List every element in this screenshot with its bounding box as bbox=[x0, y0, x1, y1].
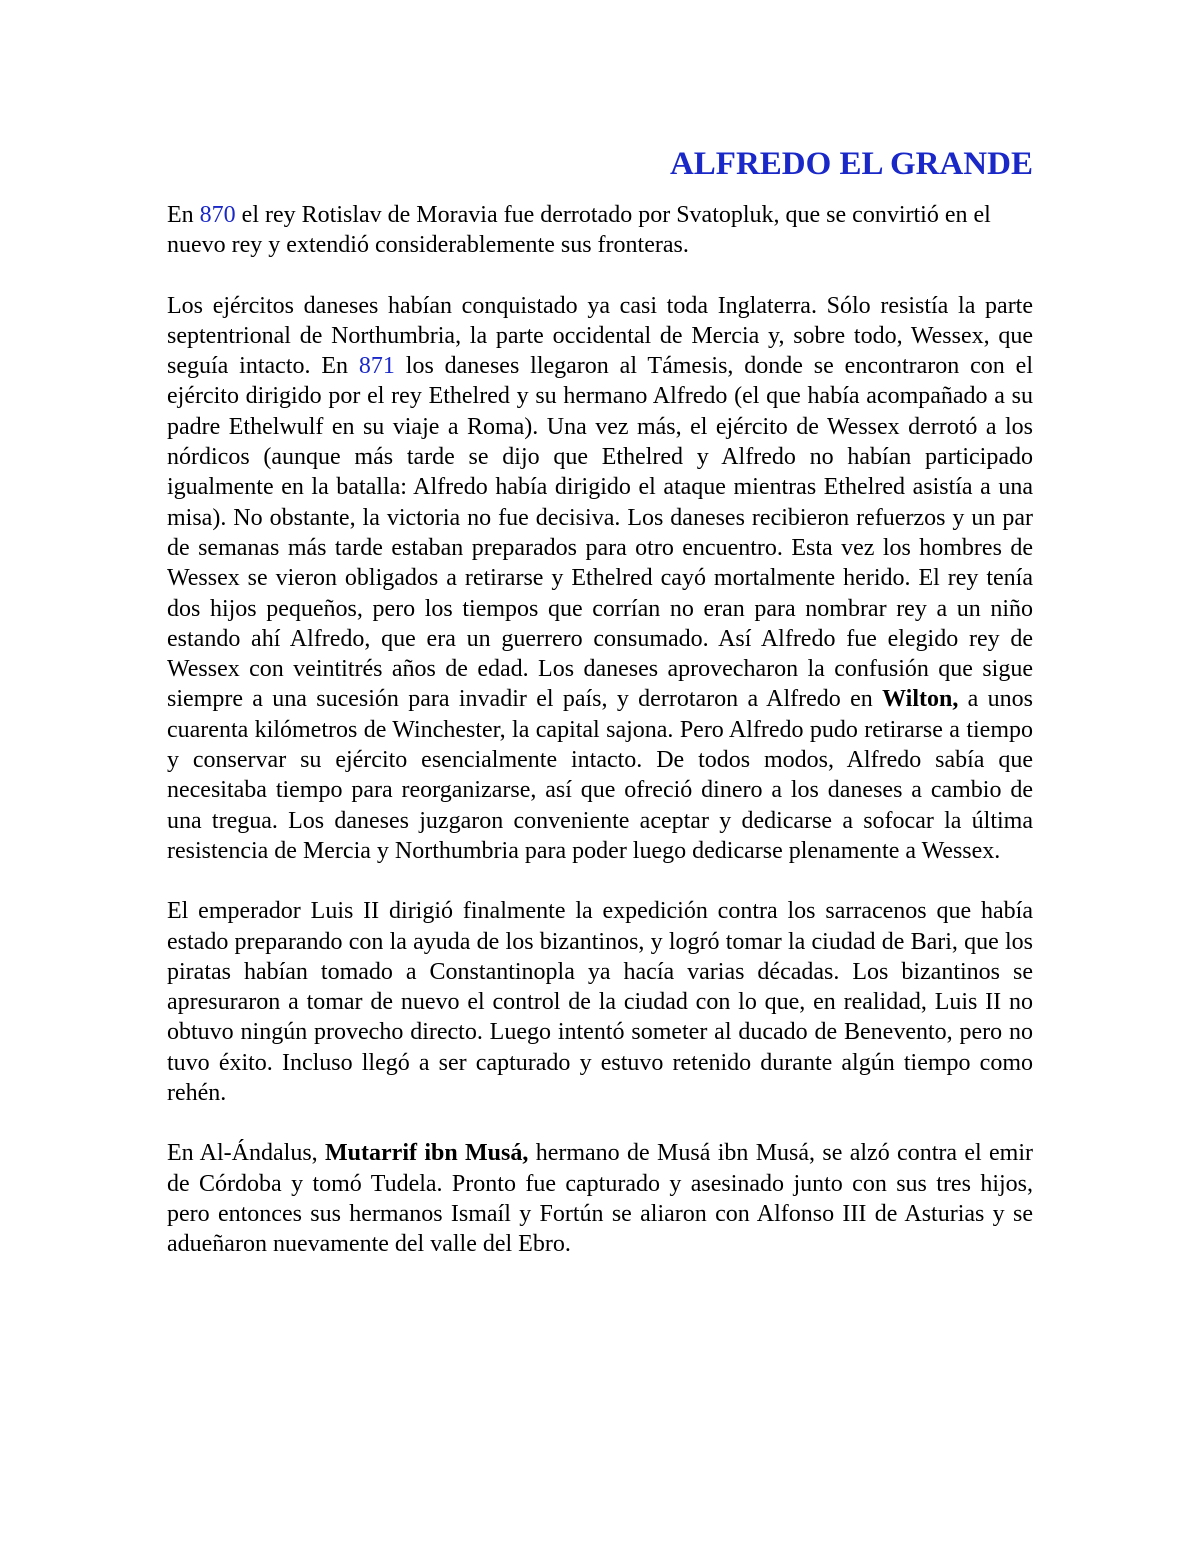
paragraph-870 bbox=[167, 200, 1033, 261]
paragraph-al-andalus bbox=[167, 1138, 1033, 1259]
paragraph-text: el rey Rotislav de Moravia fue derrotado por Svatopluk, que se convirtió en el nuevo rey y extendió considerablemente sus fronteras. bbox=[167, 202, 991, 259]
paragraph-text: En bbox=[167, 202, 200, 228]
year-link-871[interactable]: 871 bbox=[358, 353, 395, 380]
paragraph-text: Los ejércitos daneses habían conquistado ya casi toda Inglaterra. Sólo resistía la parte septentrional de Northumbria, la parte occidental de Mercia y, sobre todo, Wessex, que seguía intacto. En bbox=[167, 292, 1033, 380]
page-title: ALFREDO EL GRANDE bbox=[669, 146, 1033, 182]
paragraph-text: los daneses llegaron al Támesis, donde se encontraron con el ejército dirigido por el rey Ethelred y su hermano Alfredo (el que había acompañado a su padre Ethelwulf en su viaje a Roma). Una vez más, el ejército de Wessex derrotó a los nórdicos (aunque más tarde se dijo que Ethelred y Alfredo no habían participado igualmente en la batalla: Alfredo había dirigido el ataque mientras Ethelred asistía a una misa). No obstante, la victoria no fue decisiva. Los daneses recibieron refuerzos y un par de semanas más tarde estaban preparados para otro encuentro. Esta vez los hombres de Wessex se vieron obligados a retirarse y Ethelred cayó mortalmente herido. El rey tenía dos hijos pequeños, pero los tiempos que corrían no eran para nombrar rey a un niño estando ahí Alfredo, que era un guerrero consumado. Así Alfredo fue elegido rey de Wessex con veintitrés años de edad. Los daneses aprovecharon la confusión que sigue siempre a una sucesión para invadir el país, y derrotaron a Alfredo en bbox=[167, 353, 1034, 713]
paragraph-text: a unos cuarenta kilómetros de Winchester, la capital sajona. Pero Alfredo pudo retirarse a tiempo y conservar su ejército esencialmente intacto. De todos modos, Alfredo sabía que necesitaba tiempo para reorganizarse, así que ofreció dinero a los daneses a cambio de una tregua. Los daneses juzgaron conveniente aceptar y dedicarse a sofocar la última resistencia de Mercia y Northumbria para poder luego dedicarse plenamente a Wessex. bbox=[167, 686, 1033, 864]
year-link-870[interactable]: 870 bbox=[199, 202, 236, 228]
paragraph-text: hermano de Musá ibn Musá, se alzó contra el emir de Córdoba y tomó Tudela. Pronto fue capturado y asesinado junto con sus tres hijos, pero entonces sus hermanos Ismaíl y Fortún se aliaron con Alfonso III de Asturias y se adueñaron nuevamente del valle del Ebro. bbox=[167, 1140, 1033, 1258]
paragraph-text: El emperador Luis II dirigió finalmente la expedición contra los sarracenos que había estado preparando con la ayuda de los bizantinos, y logró tomar la ciudad de Bari, que los piratas habían tomado a Constantinopla ya hacía varias décadas. Los bizantinos se apresuraron a tomar de nuevo el control de la ciudad con lo que, en realidad, Luis II no obtuvo ningún provecho directo. Luego intentó someter al ducado de Benevento, pero no tuvo éxito. Incluso llegó a ser capturado y estuvo retenido durante algún tiempo como rehén. bbox=[167, 898, 1033, 1107]
paragraph-text: En Al-Ándalus, bbox=[167, 1140, 326, 1167]
paragraph-luis-ii bbox=[167, 896, 1033, 1108]
bold-place-wilton: Wilton, bbox=[882, 686, 959, 713]
paragraph-871 bbox=[167, 291, 1033, 867]
document-page bbox=[167, 140, 1033, 1290]
bold-name-mutarrif: Mutarrif ibn Musá, bbox=[325, 1140, 529, 1167]
